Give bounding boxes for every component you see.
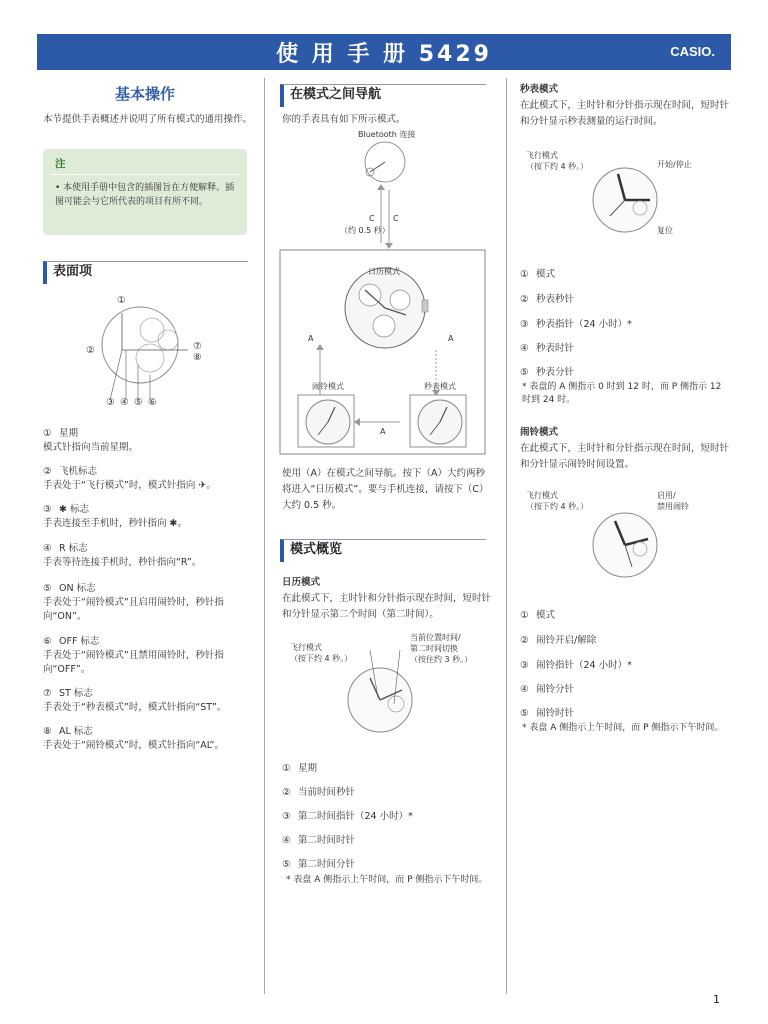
overview-section-title: 模式概览: [280, 539, 486, 562]
calendar-mode-title: 日历模式: [282, 577, 321, 588]
figure-label: 飞行模式 （按下约 4 秒。）: [290, 643, 353, 663]
list-item: ③ 秒表指针（24 小时）*: [520, 319, 632, 330]
list-item: ⑤ 闹铃时针: [520, 708, 575, 719]
mode-stopwatch-label: 秒表模式: [424, 382, 456, 391]
list-item: ④ 秒表时针: [520, 343, 575, 354]
list-item: ④ 第二时间时针: [282, 835, 356, 846]
nav-section-title: 在模式之间导航: [280, 84, 486, 107]
list-item: ⑤ ON 标志 手表处于“闹铃模式”且启用闹铃时，秒针指向“ON”。: [43, 583, 224, 622]
c-button-label: C: [369, 214, 375, 223]
callout-2: ②: [86, 345, 95, 356]
c-duration-label: （约 0.5 秒）: [340, 226, 390, 235]
list-item: ⑤ 秒表分针: [520, 367, 575, 378]
figure-label: 启用/ 禁用闹铃: [657, 491, 689, 511]
nav-intro: 你的手表具有如下所示模式。: [282, 114, 406, 125]
list-item: ⑥ OFF 标志 手表处于“闹铃模式”且禁用闹铃时，秒针指向“OFF”。: [43, 636, 224, 675]
nav-description: 使用（A）在模式之间导航。按下（A）大约两秒将进入“日历模式”。要与手机连接，请按下（C）大约 0.5 秒。: [282, 468, 489, 511]
calendar-watch-diagram: [330, 660, 450, 740]
figure-label: 飞行模式 （按下约 4 秒。）: [526, 491, 589, 511]
a-button-label: A: [448, 334, 454, 343]
bluetooth-label: Bluetooth 连接: [358, 130, 416, 139]
alarm-mode-title: 闹铃模式: [520, 427, 559, 438]
list-item: ① 模式: [520, 610, 556, 621]
callout-4: ④: [120, 397, 129, 408]
face-items-title: 表面项: [43, 261, 248, 284]
callout-3: ③: [106, 397, 115, 408]
list-item: ③ 闹铃指针（24 小时）*: [520, 660, 632, 671]
column-divider: [264, 78, 265, 994]
a-button-label: A: [380, 427, 386, 436]
callout-8: ⑧: [193, 352, 202, 363]
note-title: 注: [55, 158, 66, 170]
a-button-label: A: [308, 334, 314, 343]
intro-text: 本节提供手表概述并说明了所有模式的通用操作。: [43, 114, 253, 125]
list-item: ① 模式: [520, 269, 556, 280]
callout-6: ⑥: [148, 397, 157, 408]
list-item: ③ ✱ 标志 手表连接至手机时，秒针指向 ✱。: [43, 504, 187, 529]
alarm-watch-diagram: [570, 505, 680, 585]
list-item: ② 秒表秒针: [520, 294, 575, 305]
page-number: 1: [713, 993, 720, 1006]
callout-7: ⑦: [193, 341, 202, 352]
mode-navigation-diagram: [280, 140, 490, 440]
list-item: ④ R 标志 手表等待连接手机时，秒针指向“R”。: [43, 543, 202, 568]
footnote: * 表盘 A 侧指示上午时间，而 P 侧指示下午时间。: [286, 875, 488, 885]
note-text: • 本使用手册中包含的插图旨在方便解释。插图可能会与它所代表的项目有所不同。: [55, 183, 235, 207]
page-title: 使 用 手 册 5429: [276, 42, 492, 67]
casio-logo: CASIO.: [670, 44, 715, 59]
list-item: ③ 第二时间指针（24 小时）*: [282, 811, 413, 822]
footnote: * 表盘 A 侧指示上午时间，而 P 侧指示下午时间。: [522, 723, 724, 733]
list-item: ⑤ 第二时间分针: [282, 859, 356, 870]
list-item: ⑧ AL 标志 手表处于“闹铃模式”时，模式针指向“AL”。: [43, 726, 224, 751]
list-item: ⑦ ST 标志 手表处于“秒表模式”时，模式针指向“ST”。: [43, 688, 227, 713]
header-bar: [37, 34, 731, 70]
list-item: ① 星期: [282, 763, 318, 774]
column-divider: [506, 78, 507, 994]
mode-alarm-label: 闹铃模式: [312, 382, 344, 391]
list-item: ② 闹铃开启/解除: [520, 635, 597, 646]
list-item: ① 星期 模式针指向当前星期。: [43, 428, 139, 453]
alarm-mode-desc: 在此模式下，主时针和分针指示现在时间，短时针和分针显示闹铃时间设置。: [520, 443, 730, 470]
mode-calendar-label: 日历模式: [368, 267, 400, 276]
list-item: ④ 闹铃分针: [520, 684, 575, 695]
callout-5: ⑤: [134, 397, 143, 408]
list-item: ② 飞机标志 手表处于“飞行模式”时，模式针指向 ✈。: [43, 466, 216, 491]
c-button-label: C: [393, 214, 399, 223]
stopwatch-mode-title: 秒表模式: [520, 84, 559, 95]
callout-1: ①: [117, 295, 126, 306]
footnote: * 表盘的 A 侧指示 0 时到 12 时，而 P 侧指示 12 时到 24 时。: [522, 382, 722, 405]
note-box: [43, 149, 247, 235]
list-item: ② 当前时间秒针: [282, 787, 356, 798]
stopwatch-mode-desc: 在此模式下，主时针和分针指示现在时间，短时针和分针显示秒表测量的运行时间。: [520, 100, 730, 127]
figure-label: 复位: [657, 226, 673, 235]
figure-label: 开始/停止: [657, 160, 692, 169]
figure-label: 当前位置时间/ 第二时间切换 （按住约 3 秒。）: [410, 633, 473, 664]
section-heading: 基本操作: [114, 85, 175, 103]
figure-label: 飞行模式 （按下约 4 秒。）: [526, 151, 589, 171]
calendar-mode-desc: 在此模式下，主时针和分针指示现在时间，短时针和分针显示第二个时间（第二时间）。: [282, 593, 492, 620]
